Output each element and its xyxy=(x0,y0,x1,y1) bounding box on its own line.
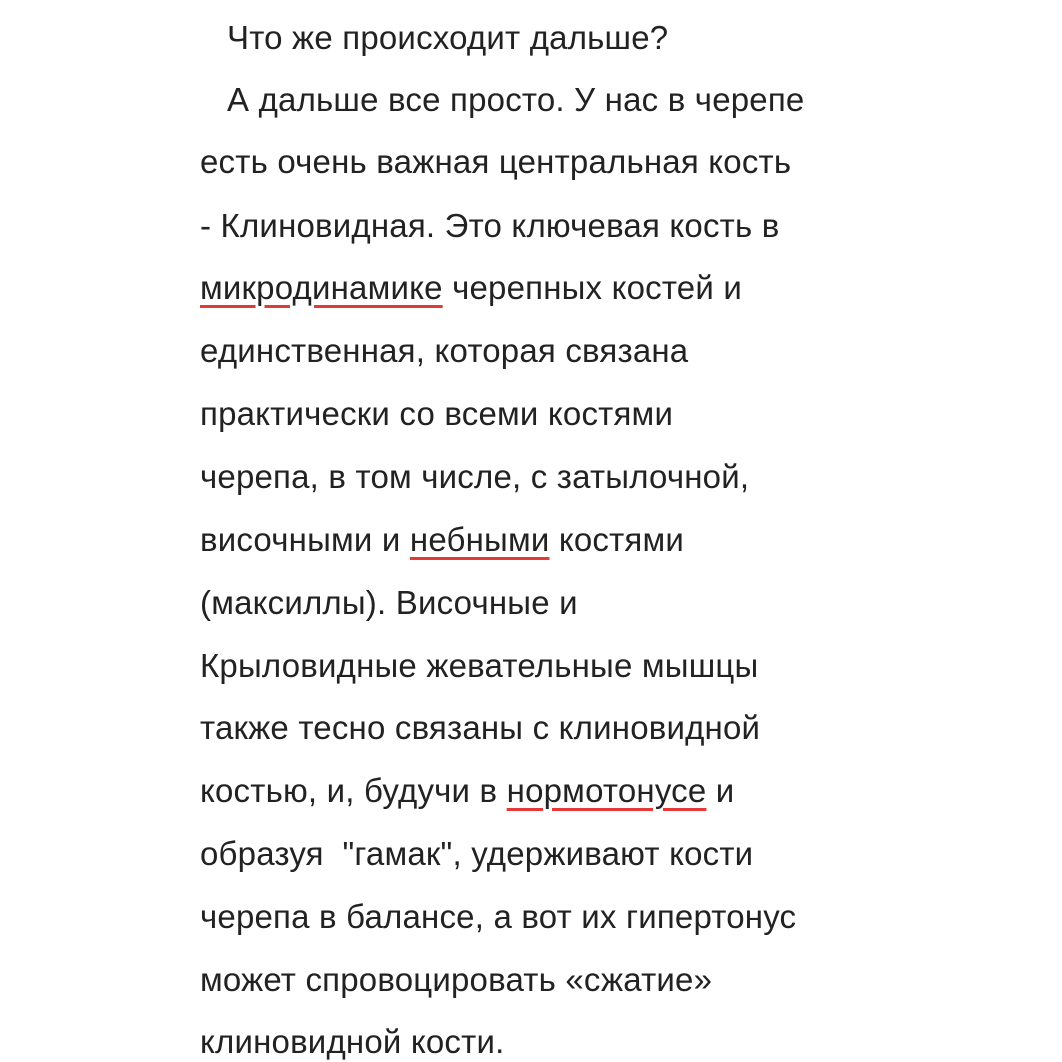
text-line-11: Крыловидные жевательные мышцы xyxy=(200,647,759,684)
misspelled-word[interactable]: небными xyxy=(409,521,550,558)
misspelled-word[interactable]: микродинамике xyxy=(200,269,443,306)
text-line-9-pre: височными и xyxy=(200,521,410,558)
text-line-13 xyxy=(200,771,734,811)
text-line-10: (максиллы). Височные и xyxy=(200,584,578,621)
text-line-5 xyxy=(200,268,742,308)
text-line-15: черепа в балансе, а вот их гипертонус xyxy=(200,898,797,935)
text-line-17: клиновидной кости. xyxy=(200,1023,505,1060)
text-line-1: Что же происходит дальше? xyxy=(227,19,669,56)
text-line-7: практически со всеми костями xyxy=(200,395,674,432)
text-line-16: может спровоцировать «сжатие» xyxy=(200,961,713,998)
misspelled-word[interactable]: нормотонусе xyxy=(506,772,707,809)
text-line-2: А дальше все просто. У нас в черепе xyxy=(227,81,805,118)
text-line-14: образуя "гамак", удерживают кости xyxy=(200,835,754,872)
text-line-6: единственная, которая связана xyxy=(200,332,689,369)
text-line-8: черепа, в том числе, с затылочной, xyxy=(200,458,750,495)
text-line-3: есть очень важная центральная кость xyxy=(200,143,792,180)
text-line-12: также тесно связаны с клиновидной xyxy=(200,709,761,746)
text-line-9-post: костями xyxy=(549,521,685,558)
text-line-13-post: и xyxy=(706,772,735,809)
text-line-4: - Клиновидная. Это ключевая кость в xyxy=(200,207,780,244)
text-line-13-pre: костью, и, будучи в xyxy=(200,772,507,809)
text-line-5-post: черепных костей и xyxy=(442,269,742,306)
text-line-9 xyxy=(200,520,684,560)
